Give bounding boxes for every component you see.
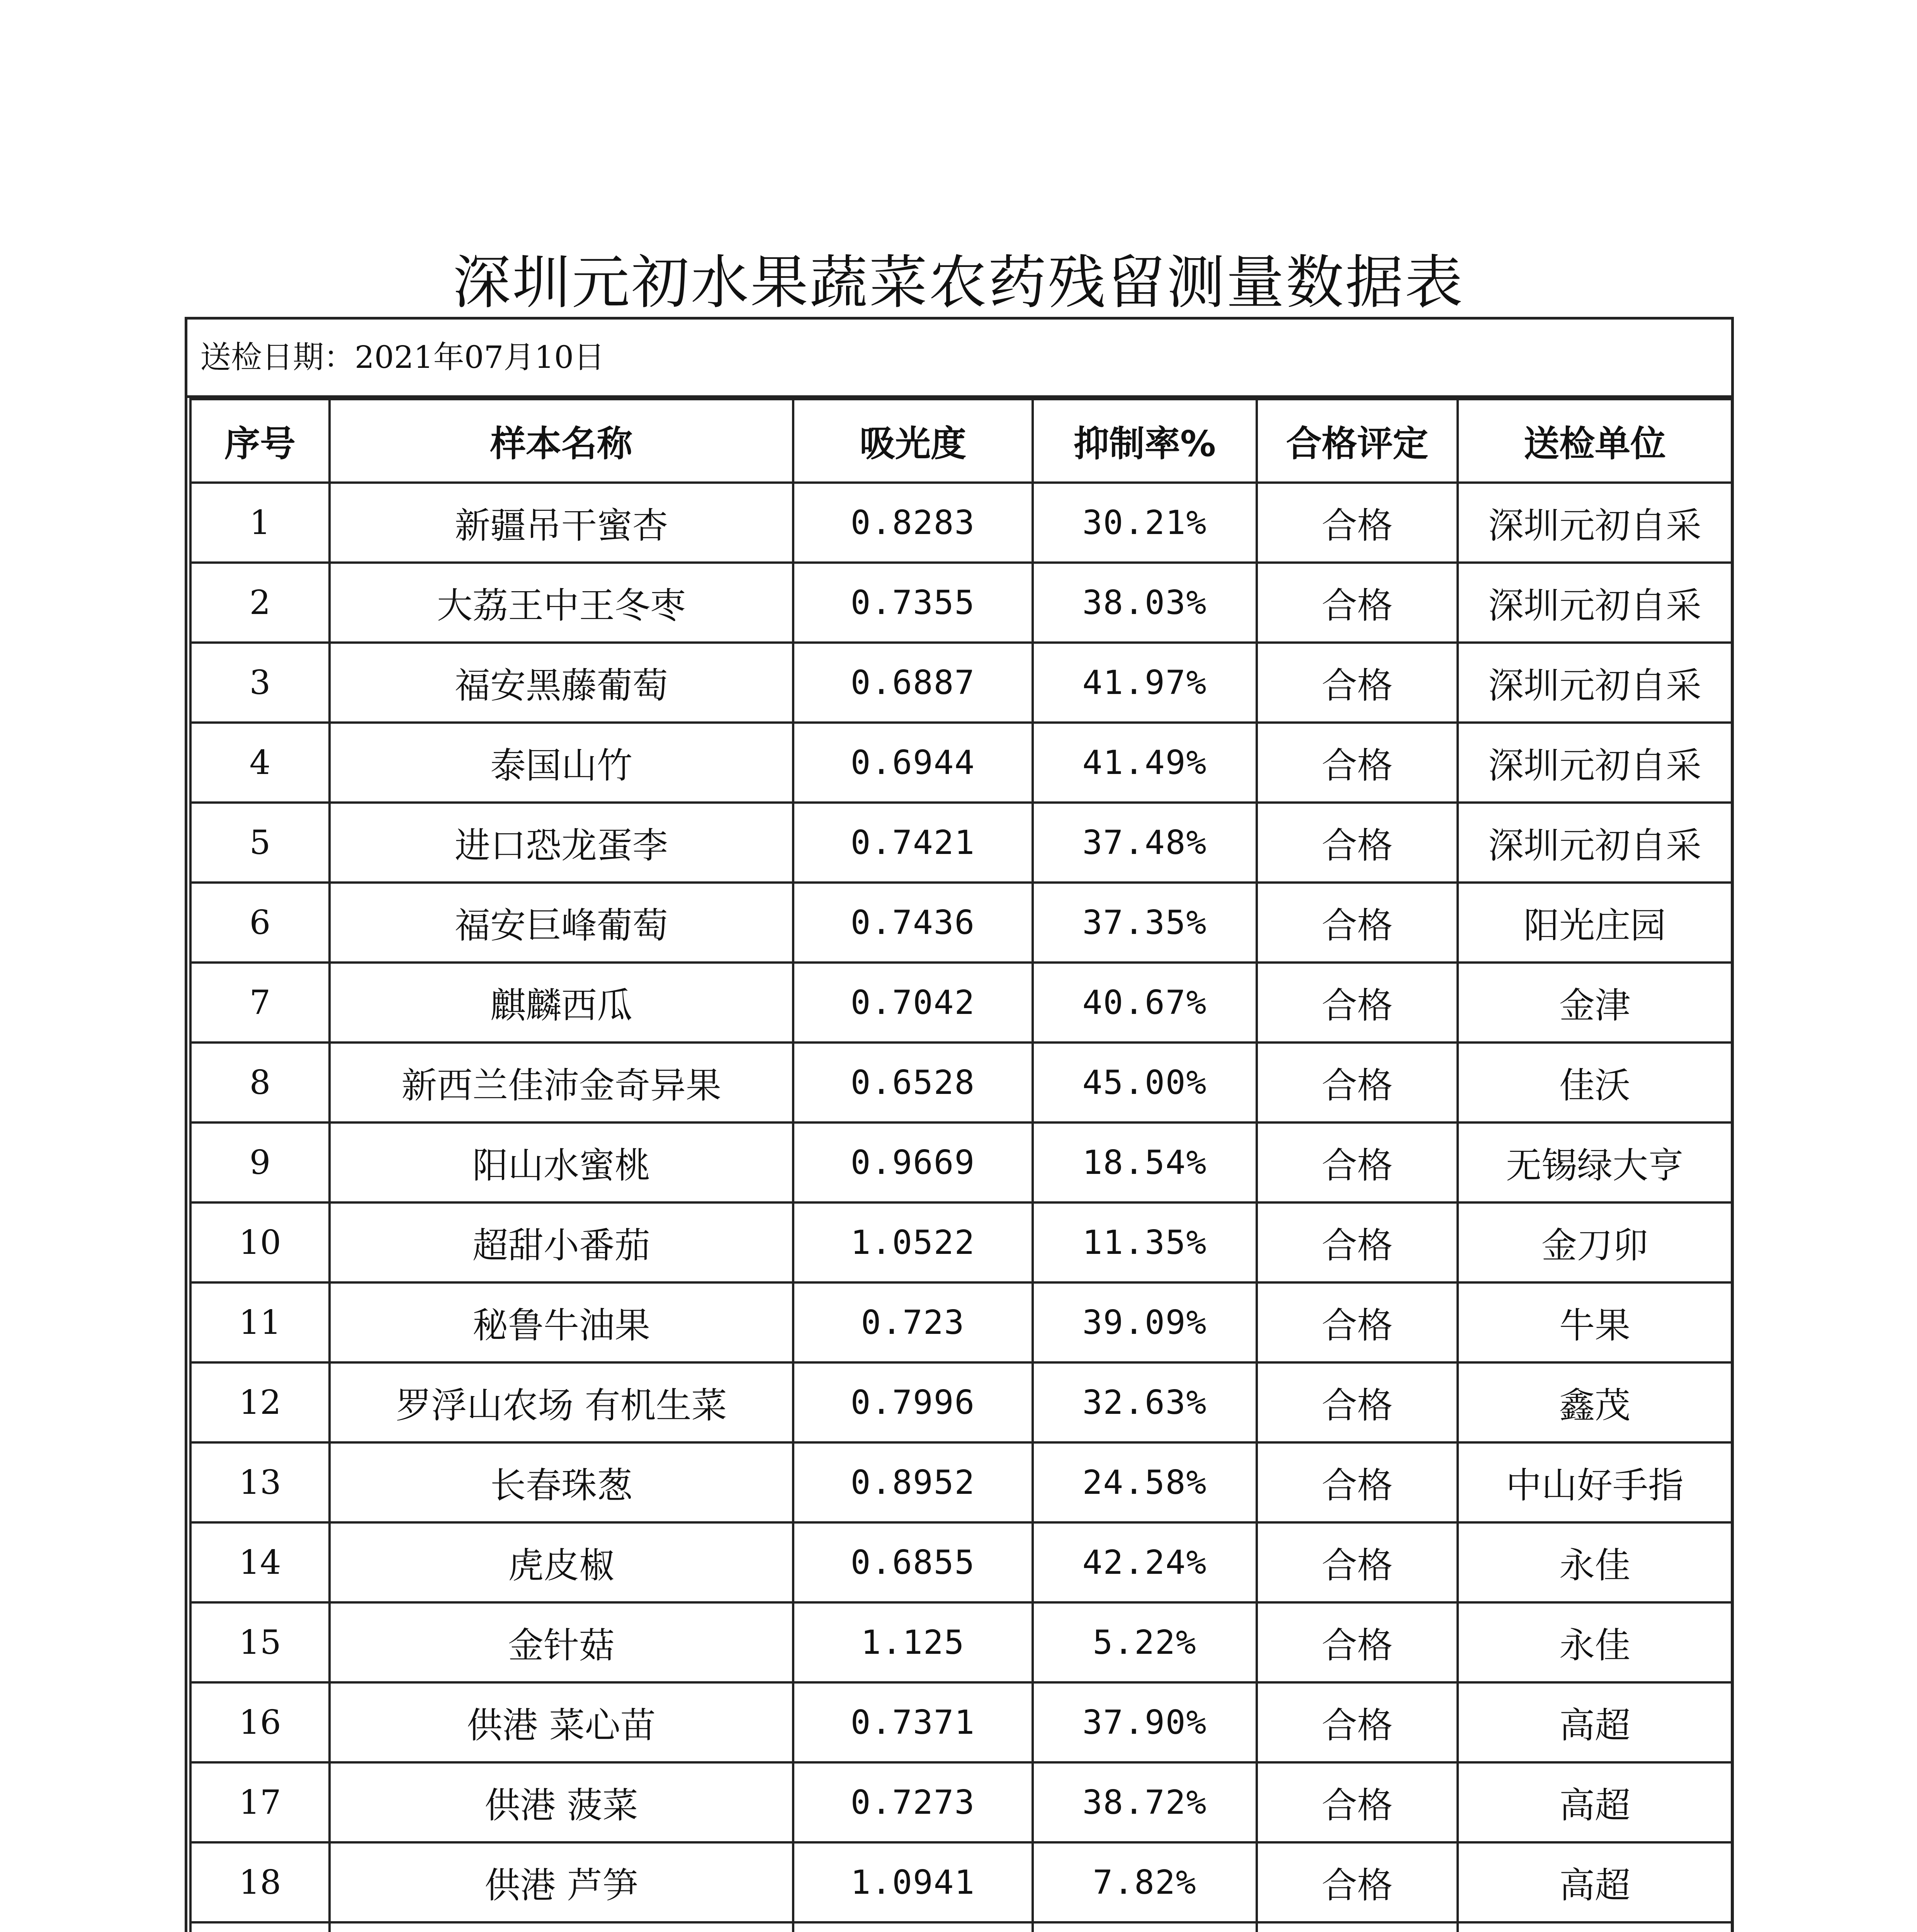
cell-index: 8	[190, 1043, 330, 1122]
cell-inhibition-rate: 37.90%	[1033, 1682, 1257, 1762]
cell-index: 9	[190, 1122, 330, 1202]
table-row	[190, 1842, 1732, 1922]
table-row	[190, 1282, 1732, 1362]
cell-index: 7	[190, 963, 330, 1043]
cell-inhibition-rate: 38.72%	[1033, 1762, 1257, 1842]
cell-inhibition-rate: 38.03%	[1033, 563, 1257, 643]
cell-inhibition-rate: 18.54%	[1033, 1122, 1257, 1202]
cell-absorbance: 1.0941	[793, 1842, 1033, 1922]
cell-absorbance: 0.7371	[793, 1682, 1033, 1762]
cell-index: 3	[190, 643, 330, 723]
cell-inhibition-rate: 45.00%	[1033, 1043, 1257, 1122]
table-row	[190, 1442, 1732, 1522]
table-row	[190, 1522, 1732, 1602]
table-row	[190, 723, 1732, 803]
cell-assessment: 合格	[1257, 1282, 1458, 1362]
cell-absorbance: 0.7421	[793, 803, 1033, 883]
cell-inhibition-rate: 37.48%	[1033, 803, 1257, 883]
header-absorbance: 吸光度	[793, 399, 1033, 483]
cell-index: 15	[190, 1602, 330, 1682]
cell-submitting-unit: 深圳元初自采	[1458, 643, 1732, 723]
cell-submitting-unit: 无锡绿大亨	[1458, 1122, 1732, 1202]
cell-submitting-unit: 永佳	[1458, 1522, 1732, 1602]
cell-submitting-unit: 深圳元初自采	[1458, 483, 1732, 563]
cell-sample-name: 秘鲁牛油果	[330, 1282, 793, 1362]
cell-index: 6	[190, 883, 330, 963]
cell-assessment: 合格	[1257, 963, 1458, 1043]
table-row	[190, 883, 1732, 963]
cell-submitting-unit: 深圳元初自采	[1458, 563, 1732, 643]
table-row	[190, 1602, 1732, 1682]
header-assessment: 合格评定	[1257, 399, 1458, 483]
cell-sample-name: 麒麟西瓜	[330, 963, 793, 1043]
cell-submitting-unit: 牛果	[1458, 1282, 1732, 1362]
cell-inhibition-rate	[1033, 1922, 1257, 1932]
cell-sample-name: 供港 芦笋	[330, 1842, 793, 1922]
cell-inhibition-rate: 11.35%	[1033, 1202, 1257, 1282]
cell-assessment: 合格	[1257, 1442, 1458, 1522]
cell-submitting-unit: 深圳元初自采	[1458, 803, 1732, 883]
table-row	[190, 563, 1732, 643]
cell-inhibition-rate: 32.63%	[1033, 1362, 1257, 1442]
cell-index: 5	[190, 803, 330, 883]
cell-assessment: 合格	[1257, 883, 1458, 963]
cell-absorbance: 1.125	[793, 1602, 1033, 1682]
cell-submitting-unit: 金津	[1458, 963, 1732, 1043]
table-row	[190, 1762, 1732, 1842]
cell-absorbance: 0.6855	[793, 1522, 1033, 1602]
cell-sample-name: 虎皮椒	[330, 1522, 793, 1602]
cell-assessment: 合格	[1257, 1682, 1458, 1762]
cell-sample-name: 长春珠葱	[330, 1442, 793, 1522]
cell-index: 4	[190, 723, 330, 803]
table-row	[190, 1922, 1732, 1932]
cell-assessment: 合格	[1257, 483, 1458, 563]
cell-index: 10	[190, 1202, 330, 1282]
cell-index: 2	[190, 563, 330, 643]
cell-absorbance: 0.6528	[793, 1043, 1033, 1122]
table-header-row	[190, 399, 1732, 483]
cell-assessment: 合格	[1257, 563, 1458, 643]
cell-submitting-unit: 佳沃	[1458, 1043, 1732, 1122]
cell-submitting-unit: 高超	[1458, 1762, 1732, 1842]
cell-sample-name: 福安黑藤葡萄	[330, 643, 793, 723]
cell-sample-name: 大荔王中王冬枣	[330, 563, 793, 643]
cell-absorbance: 0.7436	[793, 883, 1033, 963]
residue-data-table	[189, 398, 1733, 1932]
cell-index: 11	[190, 1282, 330, 1362]
cell-assessment: 合格	[1257, 1842, 1458, 1922]
cell-assessment: 合格	[1257, 1762, 1458, 1842]
cell-inhibition-rate: 41.49%	[1033, 723, 1257, 803]
cell-submitting-unit: 阳光庄园	[1458, 883, 1732, 963]
cell-sample-name: 阳山水蜜桃	[330, 1122, 793, 1202]
cell-submitting-unit: 鑫茂	[1458, 1362, 1732, 1442]
cell-sample-name	[330, 1922, 793, 1932]
cell-absorbance: 0.7042	[793, 963, 1033, 1043]
submission-date: 送检日期：2021年07月10日	[185, 317, 1734, 398]
table-body	[190, 483, 1732, 1932]
cell-assessment: 合格	[1257, 1202, 1458, 1282]
cell-absorbance: 0.8283	[793, 483, 1033, 563]
cell-submitting-unit: 高超	[1458, 1682, 1732, 1762]
cell-index: 17	[190, 1762, 330, 1842]
cell-assessment: 合格	[1257, 1122, 1458, 1202]
cell-absorbance	[793, 1922, 1033, 1932]
cell-absorbance: 0.7273	[793, 1762, 1033, 1842]
cell-index	[190, 1922, 330, 1932]
cell-assessment	[1257, 1922, 1458, 1932]
cell-inhibition-rate: 39.09%	[1033, 1282, 1257, 1362]
cell-submitting-unit: 永佳	[1458, 1602, 1732, 1682]
cell-sample-name: 泰国山竹	[330, 723, 793, 803]
cell-assessment: 合格	[1257, 1522, 1458, 1602]
table-row	[190, 1043, 1732, 1122]
cell-submitting-unit: 金刀卯	[1458, 1202, 1732, 1282]
cell-sample-name: 供港 菜心苗	[330, 1682, 793, 1762]
cell-sample-name: 金针菇	[330, 1602, 793, 1682]
cell-assessment: 合格	[1257, 1602, 1458, 1682]
cell-inhibition-rate: 42.24%	[1033, 1522, 1257, 1602]
header-sample-name: 样本名称	[330, 399, 793, 483]
cell-assessment: 合格	[1257, 1043, 1458, 1122]
table-row	[190, 1362, 1732, 1442]
cell-absorbance: 0.723	[793, 1282, 1033, 1362]
table-row	[190, 483, 1732, 563]
table-row	[190, 963, 1732, 1043]
table-row	[190, 1682, 1732, 1762]
cell-index: 18	[190, 1842, 330, 1922]
cell-sample-name: 新西兰佳沛金奇异果	[330, 1043, 793, 1122]
cell-assessment: 合格	[1257, 803, 1458, 883]
cell-submitting-unit	[1458, 1922, 1732, 1932]
cell-submitting-unit: 中山好手指	[1458, 1442, 1732, 1522]
table-row	[190, 1202, 1732, 1282]
cell-submitting-unit: 深圳元初自采	[1458, 723, 1732, 803]
cell-assessment: 合格	[1257, 643, 1458, 723]
cell-index: 14	[190, 1522, 330, 1602]
cell-index: 12	[190, 1362, 330, 1442]
cell-sample-name: 超甜小番茄	[330, 1202, 793, 1282]
cell-inhibition-rate: 5.22%	[1033, 1602, 1257, 1682]
cell-assessment: 合格	[1257, 723, 1458, 803]
cell-index: 13	[190, 1442, 330, 1522]
cell-absorbance: 0.6887	[793, 643, 1033, 723]
cell-inhibition-rate: 37.35%	[1033, 883, 1257, 963]
document-title: 深圳元初水果蔬菜农药残留测量数据表	[452, 249, 1464, 316]
cell-index: 1	[190, 483, 330, 563]
cell-inhibition-rate: 7.82%	[1033, 1842, 1257, 1922]
cell-absorbance: 0.9669	[793, 1122, 1033, 1202]
cell-inhibition-rate: 40.67%	[1033, 963, 1257, 1043]
cell-sample-name: 福安巨峰葡萄	[330, 883, 793, 963]
cell-index: 16	[190, 1682, 330, 1762]
cell-inhibition-rate: 24.58%	[1033, 1442, 1257, 1522]
cell-absorbance: 1.0522	[793, 1202, 1033, 1282]
cell-sample-name: 新疆吊干蜜杏	[330, 483, 793, 563]
cell-sample-name: 供港 菠菜	[330, 1762, 793, 1842]
cell-sample-name: 罗浮山农场 有机生菜	[330, 1362, 793, 1442]
header-inhibition-rate: 抑制率%	[1033, 399, 1257, 483]
cell-absorbance: 0.8952	[793, 1442, 1033, 1522]
table-row	[190, 643, 1732, 723]
cell-inhibition-rate: 41.97%	[1033, 643, 1257, 723]
cell-absorbance: 0.7355	[793, 563, 1033, 643]
cell-assessment: 合格	[1257, 1362, 1458, 1442]
table-row	[190, 1122, 1732, 1202]
cell-submitting-unit: 高超	[1458, 1842, 1732, 1922]
table-row	[190, 803, 1732, 883]
cell-absorbance: 0.6944	[793, 723, 1033, 803]
cell-inhibition-rate: 30.21%	[1033, 483, 1257, 563]
header-submitting-unit: 送检单位	[1458, 399, 1732, 483]
cell-absorbance: 0.7996	[793, 1362, 1033, 1442]
header-index: 序号	[190, 399, 330, 483]
cell-sample-name: 进口恐龙蛋李	[330, 803, 793, 883]
